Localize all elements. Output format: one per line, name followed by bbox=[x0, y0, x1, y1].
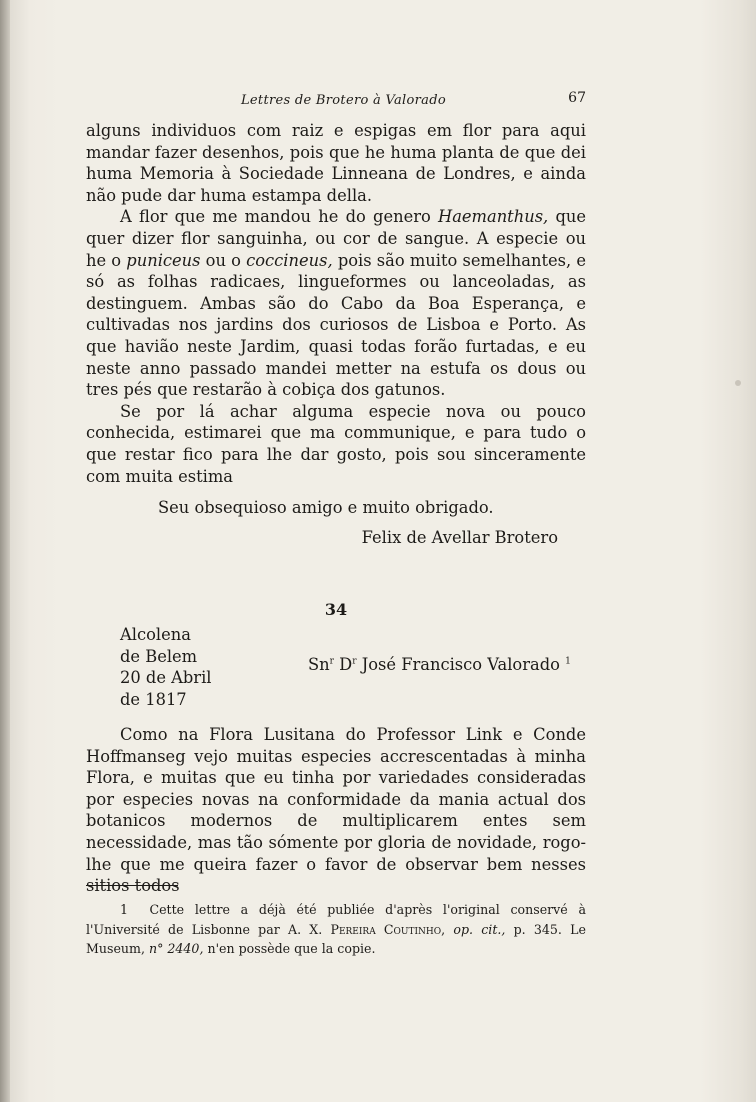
footnotes bbox=[86, 900, 586, 959]
paragraph: Se por lá achar alguma especie nova ou pouco conhecida, estimarei que ma communique, e para tudo o que restar fico para lhe dar gosto, pois sou sinceramente com muita estima bbox=[86, 401, 586, 486]
paragraph: Como na Flora Lusitana do Professor Link e Conde Hoffmanseg vejo muitas especies accrescentadas à minha Flora, e muitas que eu tinha por variedades consideradas por especies novas na conformidade da mania actual dos botanicos modernos de multiplicarem entes sem necessidade, mas tão sómente por gloria de novidade, rogo-lhe que me queira fazer o favor de observar bem nesses sitios todos bbox=[86, 725, 586, 896]
letter-34-body bbox=[86, 724, 586, 897]
letter-number: 34 bbox=[324, 600, 348, 619]
author-name: Pereira Coutinho, bbox=[330, 921, 446, 937]
place-line: Alcolena bbox=[120, 625, 191, 644]
text: p. 345. Le Museum, bbox=[86, 921, 586, 956]
superscript: r bbox=[329, 656, 334, 667]
date-line: 20 de Abril bbox=[120, 668, 212, 688]
citation: op. cit., bbox=[453, 921, 506, 937]
page-number: 67 bbox=[568, 90, 586, 106]
footnote-marker: 1 bbox=[120, 902, 129, 917]
text: que quer dizer flor sanguinha, ou cor de sangue. A especie ou he o bbox=[86, 207, 586, 270]
running-title: Lettres de Brotero à Valorado bbox=[241, 93, 446, 108]
footnote-rule bbox=[86, 885, 178, 886]
footnote-reference: 1 bbox=[565, 656, 571, 667]
paragraph: alguns individuos com raiz e espigas em flor para aqui mandar fazer desenhos, pois que he huma planta de que dei huma Memoria à Sociedade Linneana de Londres, e ainda não pude dar huma estampa della. bbox=[86, 121, 586, 205]
text: pois são muito semelhantes, e só as folhas radicaes, lingueformes ou lanceoladas, as destinguem. Ambas são do Cabo da Boa Esperança, e cultivadas nos jardins dos curiosos de Lisboa e Porto. As que havião neste Jardim, quasi todas forão furtadas, e eu neste anno passado mandei metter na estufa os dous ou tres pés que restarão à cobiça dos gatunos. bbox=[86, 250, 586, 400]
addressee-name: José Francisco Valorado bbox=[361, 655, 560, 674]
date-line: de 1817 bbox=[120, 689, 187, 709]
paragraph bbox=[86, 206, 586, 400]
genus-name: Haemanthus, bbox=[438, 207, 549, 227]
text: n'en possède que la copie. bbox=[203, 941, 376, 956]
place-line: de Belem bbox=[120, 646, 198, 666]
text: Cette lettre a déjà été publiée d'après l'original conservé à l'Université de Lisbonne par A. X. bbox=[86, 902, 586, 937]
text: A flor que me mandou he do genero bbox=[120, 207, 439, 227]
title-abbrev: D bbox=[339, 655, 353, 674]
species-name: puniceus bbox=[126, 250, 201, 270]
superscript: r bbox=[352, 656, 357, 667]
species-name: coccineus, bbox=[246, 250, 333, 270]
text: ou o bbox=[200, 250, 247, 270]
paper-spot bbox=[735, 380, 741, 386]
title-abbrev: Sn bbox=[308, 655, 330, 674]
footnote bbox=[86, 900, 586, 959]
place-date-block bbox=[120, 624, 230, 710]
inventory-number: n° 2440, bbox=[148, 941, 204, 956]
addressee bbox=[308, 655, 571, 674]
page-header bbox=[86, 90, 586, 113]
signature: Felix de Avellar Brotero bbox=[361, 527, 558, 547]
letter-33-continuation bbox=[86, 120, 586, 548]
closing-formula: Seu obsequioso amigo e muito obrigado. bbox=[158, 498, 494, 518]
binding-shadow bbox=[0, 0, 10, 1102]
